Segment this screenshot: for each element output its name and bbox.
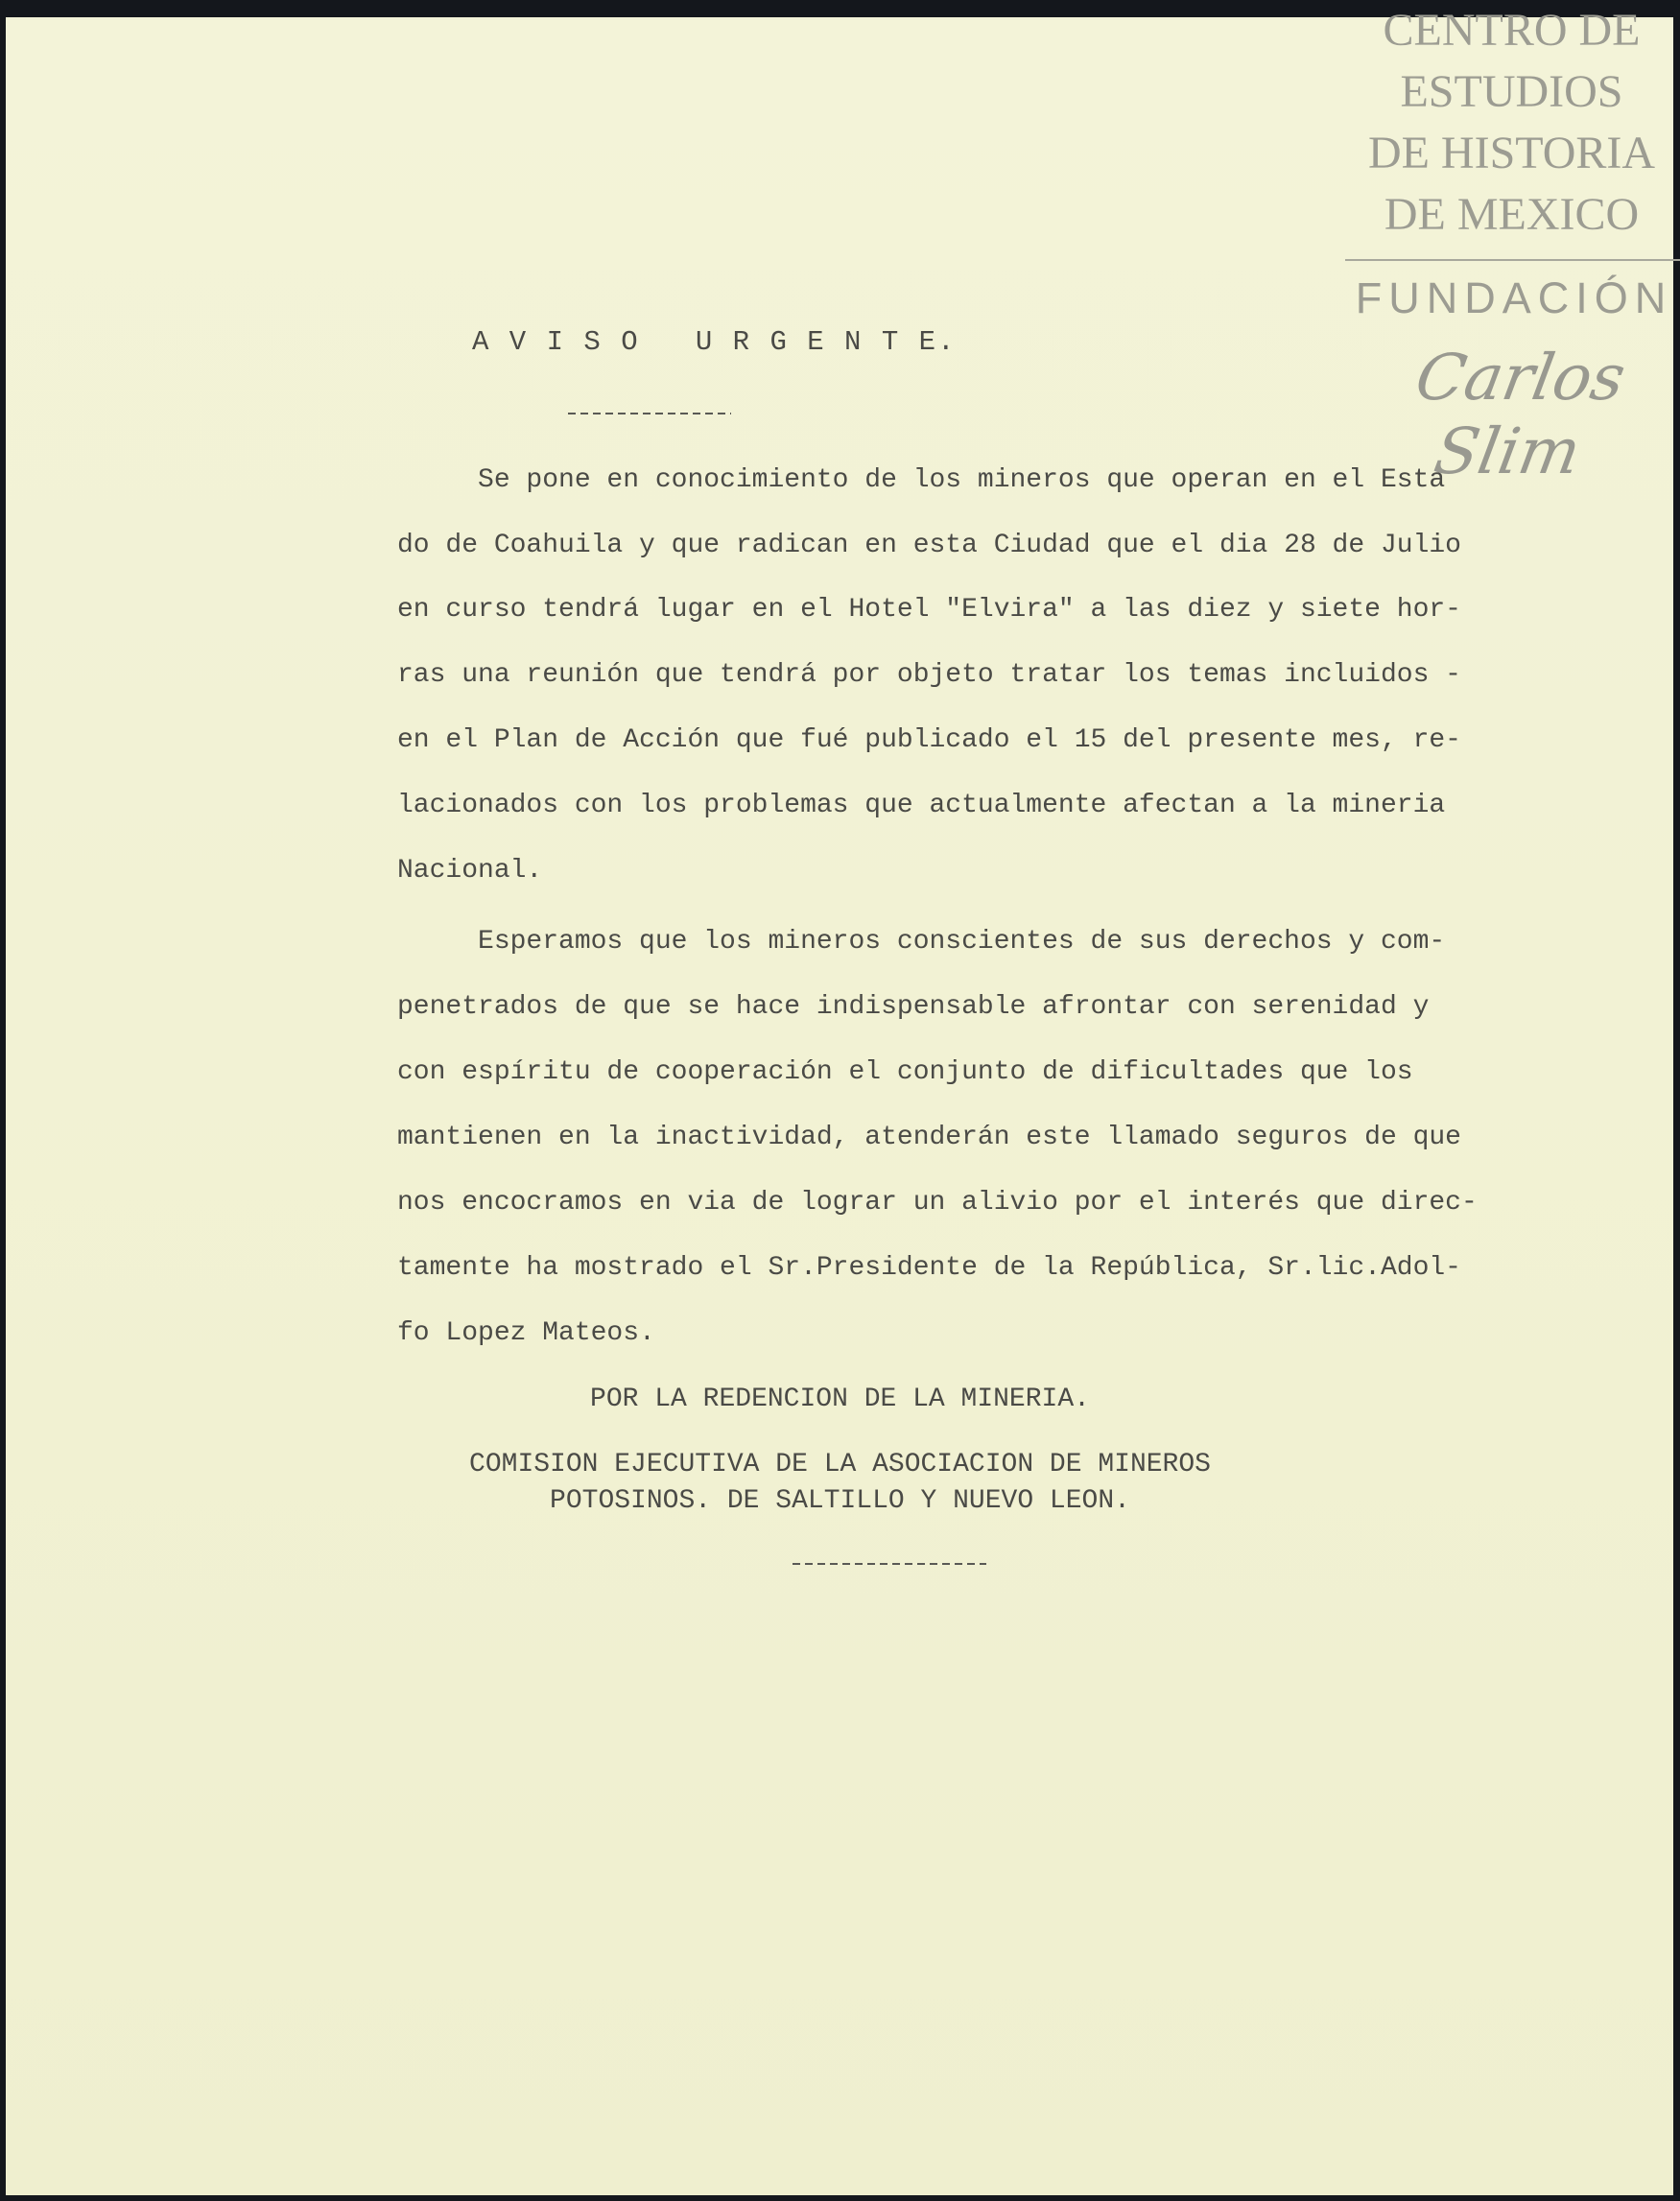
document-title: A V I S O U R G E N T E. bbox=[472, 326, 957, 358]
body-line: do de Coahuila y que radican en esta Ciudad que el dia 28 de Julio bbox=[397, 531, 1461, 560]
body-line: Se pone en conocimiento de los mineros que operan en el Esta bbox=[397, 465, 1446, 495]
signatory-line-1: COMISION EJECUTIVA DE LA ASOCIACION DE MINEROS bbox=[469, 1450, 1211, 1479]
body-line: tamente ha mostrado el Sr.Presidente de la República, Sr.lic.Adol- bbox=[397, 1253, 1461, 1283]
closing-motto: POR LA REDENCION DE LA MINERIA. bbox=[590, 1384, 1090, 1414]
body-line: mantienen en la inactividad, atenderán este llamado seguros de que bbox=[397, 1123, 1461, 1152]
watermark-divider bbox=[1345, 259, 1680, 261]
watermark-foundation: FUNDACIÓN bbox=[1355, 273, 1673, 322]
body-line: nos encocramos en via de lograr un alivio por el interés que direc- bbox=[397, 1188, 1478, 1218]
body-line: Nacional. bbox=[397, 856, 543, 886]
closing-rule bbox=[793, 1563, 986, 1565]
signatory-line-2: POTOSINOS. DE SALTILLO Y NUEVO LEON. bbox=[550, 1486, 1130, 1516]
body-line: fo Lopez Mateos. bbox=[397, 1318, 655, 1348]
body-line: en el Plan de Acción que fué publicado el 15 del presente mes, re- bbox=[397, 725, 1461, 755]
body-line: ras una reunión que tendrá por objeto tratar los temas incluidos - bbox=[397, 660, 1461, 690]
watermark-line-2: ESTUDIOS bbox=[1400, 66, 1623, 117]
body-line: Esperamos que los mineros conscientes de sus derechos y com- bbox=[397, 927, 1446, 957]
watermark-signature: Carlos Slim bbox=[1409, 341, 1631, 488]
watermark-line-4: DE MEXICO bbox=[1384, 189, 1640, 240]
body-line: penetrados de que se hace indispensable afrontar con serenidad y bbox=[397, 992, 1430, 1022]
watermark-line-1: CENTRO DE bbox=[1383, 5, 1641, 56]
watermark-line-3: DE HISTORIA bbox=[1367, 128, 1656, 178]
body-line: lacionados con los problemas que actualmente afectan a la mineria bbox=[397, 791, 1446, 820]
title-underline bbox=[568, 413, 731, 414]
body-line: en curso tendrá lugar en el Hotel "Elvira" a las diez y siete hor- bbox=[397, 595, 1461, 625]
body-line: con espíritu de cooperación el conjunto de dificultades que los bbox=[397, 1057, 1413, 1087]
